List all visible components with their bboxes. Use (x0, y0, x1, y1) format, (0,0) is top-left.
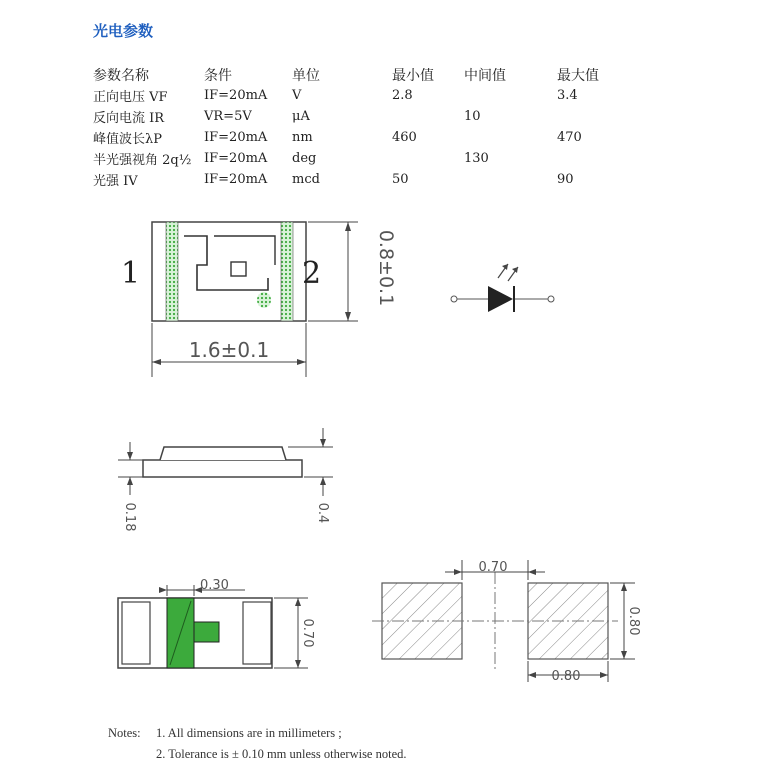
bottom-view (118, 578, 315, 668)
pin-2-label: 2 (302, 256, 322, 291)
cell: μA (292, 109, 310, 124)
header-max: 最大值 (557, 67, 599, 84)
header-min: 最小值 (392, 67, 434, 84)
header-param-name: 参数名称 (93, 67, 149, 84)
notes-block (108, 726, 407, 768)
note-item: 1. All dimensions are in millimeters ; (156, 726, 342, 740)
cell: 130 (464, 151, 489, 166)
cell: 470 (557, 130, 582, 145)
cell: IF=20mA (204, 151, 268, 166)
cell: VR=5V (204, 109, 252, 124)
length-dimension: 1.6±0.1 (188, 338, 270, 362)
cell: V (292, 88, 302, 103)
land-width-dimension: 0.80 (551, 669, 581, 684)
width-dimension: 0.8±0.1 (375, 229, 397, 307)
cell: 50 (392, 172, 409, 187)
pad-width-dimension: 0.30 (200, 578, 229, 593)
cell: 90 (557, 172, 574, 187)
terminal-right (281, 222, 293, 321)
cell: IF=20mA (204, 88, 268, 103)
notes-label: Notes: (108, 726, 141, 740)
height-small-dimension: 0.18 (122, 502, 137, 532)
cell: 正向电压 VF (93, 90, 168, 105)
cell: 2.8 (392, 88, 413, 103)
substrate (143, 460, 302, 477)
header-condition: 条件 (204, 67, 232, 84)
cell: 光强 IV (93, 174, 138, 189)
land-gap-dimension: 0.70 (478, 560, 508, 575)
note-item: 2. Tolerance is ± 0.10 mm unless otherwise noted. (156, 747, 407, 761)
top-view (121, 222, 397, 377)
cell: IF=20mA (204, 130, 268, 145)
led-diode-symbol (451, 264, 554, 312)
side-view (118, 428, 333, 531)
pad-height-dimension: 0.70 (300, 618, 315, 648)
header-typ: 中间值 (464, 67, 506, 84)
cell: mcd (292, 172, 320, 187)
cathode-mark (257, 292, 271, 308)
land-pattern (372, 560, 641, 684)
cell: deg (292, 151, 317, 166)
cell: IF=20mA (204, 172, 268, 187)
pin-1-label: 1 (121, 256, 141, 291)
land-height-dimension: 0.80 (626, 606, 641, 636)
header-unit: 单位 (292, 67, 320, 84)
cell: 3.4 (557, 88, 578, 103)
cell: nm (292, 130, 313, 145)
cell: 460 (392, 130, 417, 145)
cell: 反向电流 IR (93, 111, 165, 126)
terminal-left (166, 222, 178, 321)
cell: 10 (464, 109, 481, 124)
cell: 峰值波长λP (93, 132, 162, 147)
cell: 半光强视角 2q½ (93, 153, 192, 168)
section-title: 光电参数 (93, 22, 154, 40)
height-total-dimension: 0.4 (315, 502, 330, 524)
lens-dome (160, 447, 286, 460)
